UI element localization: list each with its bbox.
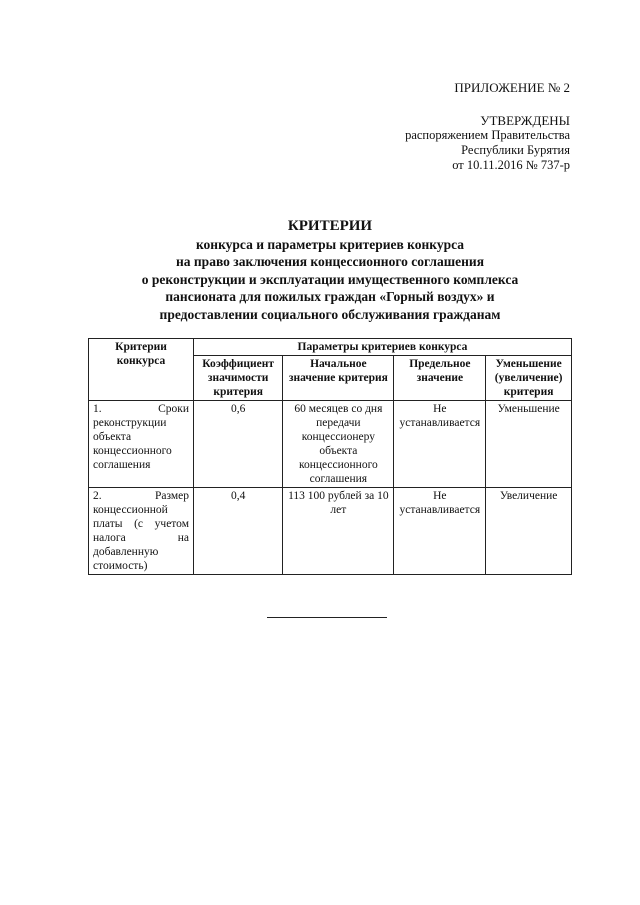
table-row — [89, 488, 572, 575]
document-title — [90, 218, 570, 323]
column-header: Начальное значение критерия — [283, 356, 394, 401]
header-params: Параметры критериев конкурса — [194, 339, 572, 356]
table-cell: 2. Размер концессионной платы (с учетом налога на добавленную стоимость) — [89, 488, 194, 575]
table-cell: 113 100 рублей за 10 лет — [283, 488, 394, 575]
approval-line-3: от 10.11.2016 № 737-р — [452, 158, 570, 172]
approval-line-1: распоряжением Правительства — [405, 128, 570, 142]
table-cell: 1. Сроки реконструкции объекта концессионного соглашения — [89, 401, 194, 488]
title-line-5: предоставлении социального обслуживания гражданам — [159, 306, 501, 322]
title-main: КРИТЕРИИ — [287, 218, 373, 234]
annex-label: ПРИЛОЖЕНИЕ № 2 — [454, 80, 570, 95]
criteria-table — [88, 338, 572, 575]
title-line-1: конкурса и параметры критериев конкурса — [195, 236, 465, 252]
table-cell: Не устанавливается — [394, 401, 486, 488]
column-header: Уменьшение (увеличение) критерия — [486, 356, 572, 401]
title-line-2: на право заключения концессионного соглашения — [176, 254, 484, 269]
header-criteria: Критерии конкурса — [89, 339, 194, 401]
table-cell: Уменьшение — [486, 401, 572, 488]
approval-block — [405, 80, 570, 173]
table-header-row — [89, 339, 572, 356]
approval-line-2: Республики Бурятия — [461, 143, 570, 157]
column-header: Предельное значение — [394, 356, 486, 401]
table-cell: Увеличение — [486, 488, 572, 575]
title-line-4: пансионата для пожилых граждан «Горный воздух» и — [165, 289, 495, 304]
table-cell: Не устанавливается — [394, 488, 486, 575]
closing-rule — [267, 617, 387, 618]
column-header: Коэффициент значимости критерия — [194, 356, 283, 401]
title-line-3: о реконструкции и эксплуатации имущественного комплекса — [141, 271, 519, 287]
table-row — [89, 401, 572, 488]
approved-label: УТВЕРЖДЕНЫ — [480, 113, 570, 128]
table-cell: 0,4 — [194, 488, 283, 575]
table-cell: 0,6 — [194, 401, 283, 488]
table-cell: 60 месяцев со дня передачи концессионеру объекта концессионного соглашения — [283, 401, 394, 488]
